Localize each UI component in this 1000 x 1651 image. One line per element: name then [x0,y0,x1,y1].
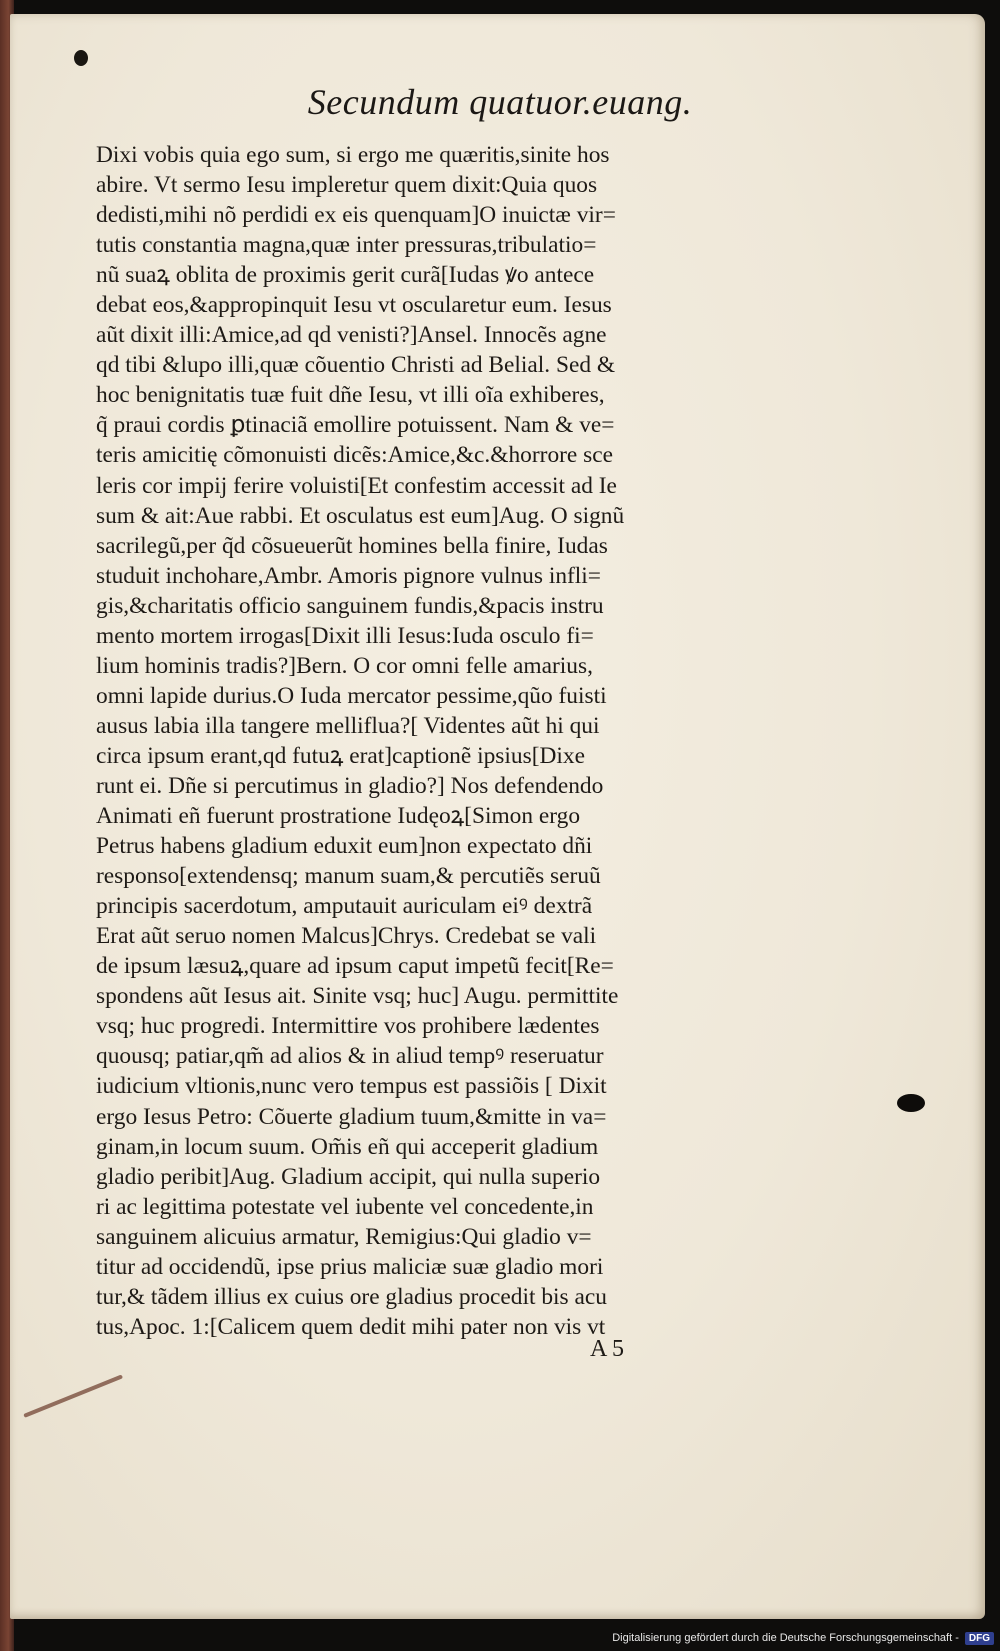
text-line: responso[extendensq; manum suam,& percutiẽs seruũ [96,863,601,890]
text-line: abire. Vt sermo Iesu impleretur quem dixit:Quia quos [96,172,598,199]
signature-mark: A 5 [590,1336,625,1362]
text-block [96,140,796,1342]
text-line: titur ad occidendũ, ipse prius maliciæ suæ gladio mori [96,1253,604,1280]
dfg-logo: DFG [965,1632,994,1645]
text-line: mento mortem irrogas[Dixit illi Iesus:Iuda osculo fi= [96,622,594,649]
text-line: spondens aũt Iesus ait. Sinite vsq; huc] Augu. permittite [96,983,619,1010]
text-line: tur,& tãdem illius ex cuius ore gladius procedit bis acu [96,1283,607,1310]
text-line: omni lapide durius.O Iuda mercator pessime,qũo fuisti [96,682,607,709]
text-line: vsq; huc progredi. Intermittire vos prohibere lædentes [96,1013,600,1040]
text-line: debat eos,&appropinquit Iesu vt oscularetur eum. Iesus [96,292,612,319]
text-line: sum & ait:Aue rabbi. Et osculatus est eum]Aug. O signũ [96,502,625,529]
running-header: Secundum quatuor.euang. [307,82,693,122]
text-line: ergo Iesus Petro: Cõuerte gladium tuum,&mitte in va= [96,1103,607,1130]
text-line: studuit inchohare,Ambr. Amoris pignore vulnus infli= [96,562,601,589]
text-line: leris cor impij ferire voluisti[Et confestim accessit ad Ie [96,472,617,499]
text-line: hoc benignitatis tuæ fuit dñe Iesu, vt illi oĩa exhiberes, [96,382,605,409]
text-line: nũ suaꝝ oblita de proximis gerit curã[Iudas ꝟo antece [96,262,595,289]
text-line: teris amicitię cõmonuisti dicẽs:Amice,&c.&horrore sce [96,442,614,469]
text-line: iudicium vltionis,nunc vero tempus est passiõis [ Dixit [96,1073,607,1100]
text-line: runt ei. Dñe si percutimus in gladio?] Nos defendendo [96,772,604,799]
text-line: qd tibi &lupo illi,quæ cõuentio Christi ad Belial. Sed & [96,352,616,379]
paper-wormhole [897,1094,925,1112]
text-line: tus,Apoc. 1:[Calicem quem dedit mihi pater non vis vt [96,1313,606,1340]
text-line: sacrilegũ,per q̃d cõsueuerũt homines bella finire, Iudas [96,532,608,559]
text-line: Petrus habens gladium eduxit eum]non expectato dñi [96,833,593,860]
text-line: q̃ praui cordis ꝑtinaciã emollire potuissent. Nam & ve= [96,412,615,439]
text-line: Animati eñ fuerunt prostratione Iudęoꝝ[Simon ergo [96,803,581,830]
text-line: sanguinem alicuius armatur, Remigius:Qui gladio v= [96,1223,592,1250]
text-line: principis sacerdotum, amputauit auriculam eiꝰ dextrã [96,893,593,920]
text-line: ginam,in locum suum. Om̃is eñ qui acceperit gladium [96,1133,599,1160]
text-line: tutis constantia magna,quæ inter pressuras,tribulatio= [96,232,597,259]
footer-credit: Digitalisierung gefördert durch die Deutsche Forschungsgemeinschaft - [612,1632,959,1644]
text-line: ausus labia illa tangere melliflua?[ Videntes aũt hi qui [96,712,600,739]
text-line: gis,&charitatis officio sanguinem fundis,&pacis instru [96,592,604,619]
text-line: gladio peribit]Aug. Gladium accipit, qui nulla superio [96,1163,601,1190]
text-line: circa ipsum erant,qd futuꝝ erat]captionẽ ipsius[Dixe [96,742,585,769]
text-line: ri ac legittima potestate vel iubente vel concedente,in [96,1193,594,1220]
text-line: aũt dixit illi:Amice,ad qd venisti?]Ansel. Innocẽs agne [96,322,607,349]
text-line: Dixi vobis quia ego sum, si ergo me quæritis,sinite hos [96,142,610,168]
text-line: dedisti,mihi nõ perdidi ex eis quenquam]O inuictæ vir= [96,202,616,229]
paper-stain [23,1374,123,1417]
text-line: Erat aũt seruo nomen Malcus]Chrys. Credebat se vali [96,923,597,950]
paper-wormhole [74,50,88,66]
digitization-footer [612,1627,994,1649]
text-line: quousq; patiar,qm̃ ad alios & in aliud tempꝰ reseruatur [96,1043,604,1070]
text-line: lium hominis tradis?]Bern. O cor omni felle amarius, [96,652,593,679]
text-line: de ipsum læsuꝝ,quare ad ipsum caput impetũ fecit[Re= [96,953,614,980]
